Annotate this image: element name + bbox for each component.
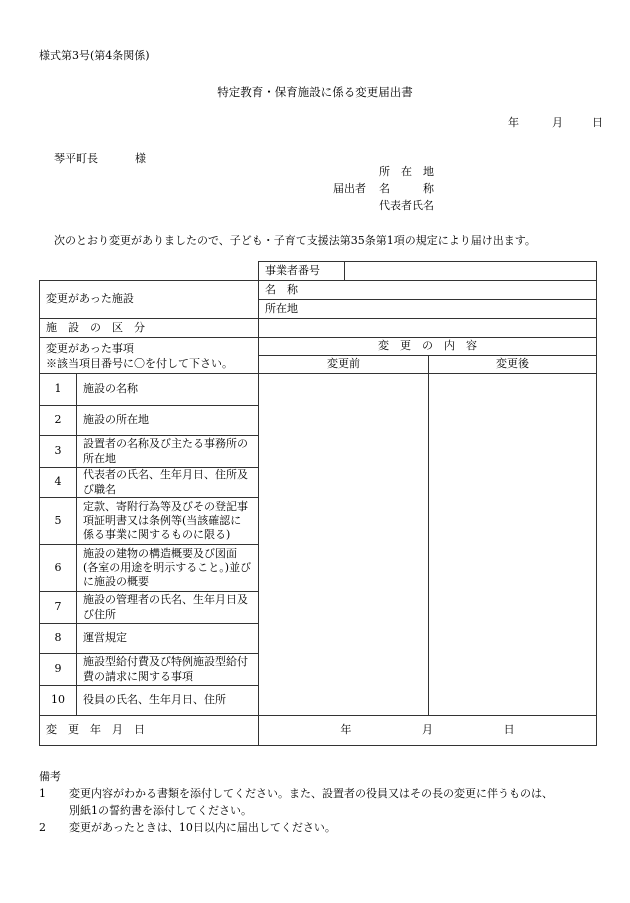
item-number[interactable]: 1 (40, 374, 77, 406)
change-date-month: 月 (421, 723, 433, 737)
item-number[interactable]: 6 (40, 545, 77, 592)
date-year: 年 (508, 116, 519, 129)
item-number[interactable]: 9 (40, 654, 77, 686)
item-text: 施設の管理者の氏名、生年月日及び住所 (77, 592, 259, 624)
item-text: 施設型給付費及び特例施設型給付費の請求に関する事項 (77, 654, 259, 686)
changed-item-label-line1: 変更があった事項 (46, 341, 134, 355)
date-day: 日 (592, 116, 603, 129)
changed-item-label-line2: ※該当項目番号に〇を付して下さい。 (46, 356, 233, 370)
intro-text: 次のとおり変更がありましたので、子ども・子育て支援法第35条第1項の規定により届け出ます。 (54, 234, 536, 247)
item-number[interactable]: 3 (40, 436, 77, 468)
note-item (39, 819, 599, 836)
item-text: 施設の所在地 (77, 406, 259, 436)
item-number[interactable]: 10 (40, 686, 77, 716)
submission-date (508, 114, 603, 130)
note-number: 1 (39, 787, 46, 800)
after-content-field[interactable] (429, 374, 597, 716)
facility-name-field[interactable] (259, 281, 597, 300)
form-title: 特定教育・保育施設に係る変更届出書 (217, 85, 413, 99)
note-item (39, 802, 599, 819)
change-date-field[interactable] (259, 716, 597, 746)
item-number[interactable]: 2 (40, 406, 77, 436)
item-text: 設置者の名称及び主たる事務所の所在地 (77, 436, 259, 468)
date-month: 月 (552, 116, 563, 129)
note-item (39, 785, 599, 802)
before-content-field[interactable] (259, 374, 429, 716)
submitter-representative-label: 代表者氏名 (379, 199, 434, 212)
facility-category-label: 施 設 の 区 分 (40, 319, 259, 338)
addressee (54, 150, 146, 166)
after-header: 変更後 (429, 356, 597, 374)
item-number[interactable]: 5 (40, 498, 77, 545)
facility-label: 変更があった施設 (40, 281, 259, 319)
note-text: 変更内容がわかる書類を添付してください。また、設置者の役員又はその長の変更に伴うものは、 (69, 787, 553, 800)
change-date-day: 日 (503, 723, 515, 737)
item-number[interactable]: 4 (40, 468, 77, 498)
business-number-label: 事業者番号 (259, 262, 345, 281)
note-text: 変更があったときは、10日以内に届出してください。 (69, 821, 336, 834)
facility-address-label: 所在地 (265, 301, 298, 315)
item-number[interactable]: 7 (40, 592, 77, 624)
item-text: 役員の氏名、生年月日、住所 (77, 686, 259, 716)
item-text: 定款、寄附行為等及びその登記事項証明書又は条例等(当該確認に係る事業に関するものに限る) (77, 498, 259, 545)
item-number[interactable]: 8 (40, 624, 77, 654)
note-number: 2 (39, 821, 46, 834)
changed-item-label (40, 338, 259, 374)
submitter-address-label: 所 在 地 (379, 165, 434, 178)
note-number (39, 802, 69, 819)
business-number-field[interactable] (345, 262, 597, 281)
change-form-table (39, 261, 597, 746)
submitter-name-label: 名 称 (379, 182, 434, 195)
notes-heading: 備考 (39, 770, 61, 783)
item-text: 施設の建物の構造概要及び図面(各室の用途を明示すること。)並びに施設の概要 (77, 545, 259, 592)
before-header: 変更前 (259, 356, 429, 374)
item-text: 運営規定 (77, 624, 259, 654)
change-date-year: 年 (340, 723, 352, 737)
submitter-label: 届出者 (333, 182, 366, 195)
item-text: 代表者の氏名、生年月日、住所及び職名 (77, 468, 259, 498)
notes-section (39, 768, 599, 836)
addressee-name: 琴平町長 (54, 152, 98, 165)
change-content-header: 変 更 の 内 容 (259, 338, 597, 356)
facility-address-field[interactable] (259, 300, 597, 319)
form-number: 様式第3号(第4条関係) (39, 49, 150, 62)
facility-category-field[interactable] (259, 319, 597, 338)
item-text: 施設の名称 (77, 374, 259, 406)
honorific: 様 (135, 152, 146, 165)
note-text: 別紙1の誓約書を添付してください。 (69, 804, 252, 817)
facility-name-label: 名 称 (265, 282, 298, 296)
change-date-label: 変 更 年 月 日 (40, 716, 259, 746)
